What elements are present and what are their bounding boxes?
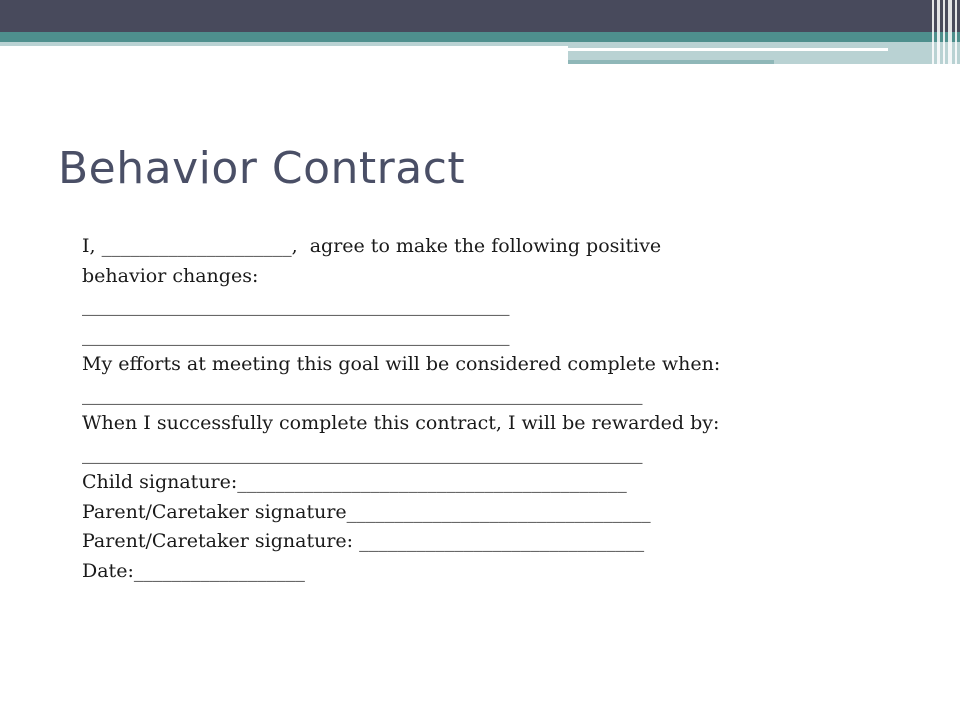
slide-title: Behavior Contract <box>58 143 466 194</box>
contract-body <box>82 232 902 586</box>
blank-line: _____________________________________________ <box>82 294 510 316</box>
header-band-dark <box>0 0 960 32</box>
blank-line: ___________________________________________________________ <box>82 382 643 405</box>
blank-line: ___________________________________________________________ <box>82 441 643 464</box>
header-band-teal-short <box>568 60 774 64</box>
parent-signature-line-2: Parent/Caretaker signature: ______________________________ <box>82 530 645 552</box>
header-right-stripes <box>930 0 960 64</box>
contract-line-agree: I, ____________________, agree to make the following positive <box>82 235 662 257</box>
header-white-line <box>568 48 888 51</box>
date-line: Date:__________________ <box>82 559 305 582</box>
contract-line-reward: When I successfully complete this contract, I will be rewarded by: <box>82 412 720 434</box>
parent-signature-line-1: Parent/Caretaker signature________________________________ <box>82 500 651 523</box>
header-band-teal <box>0 32 960 42</box>
header-band-light-left <box>0 42 568 46</box>
child-signature-line: Child signature:_________________________________________ <box>82 471 627 493</box>
contract-line-behavior-changes: behavior changes: <box>82 264 259 287</box>
contract-line-complete-when: My efforts at meeting this goal will be considered complete when: <box>82 353 721 375</box>
blank-line: _____________________________________________ <box>82 323 510 346</box>
